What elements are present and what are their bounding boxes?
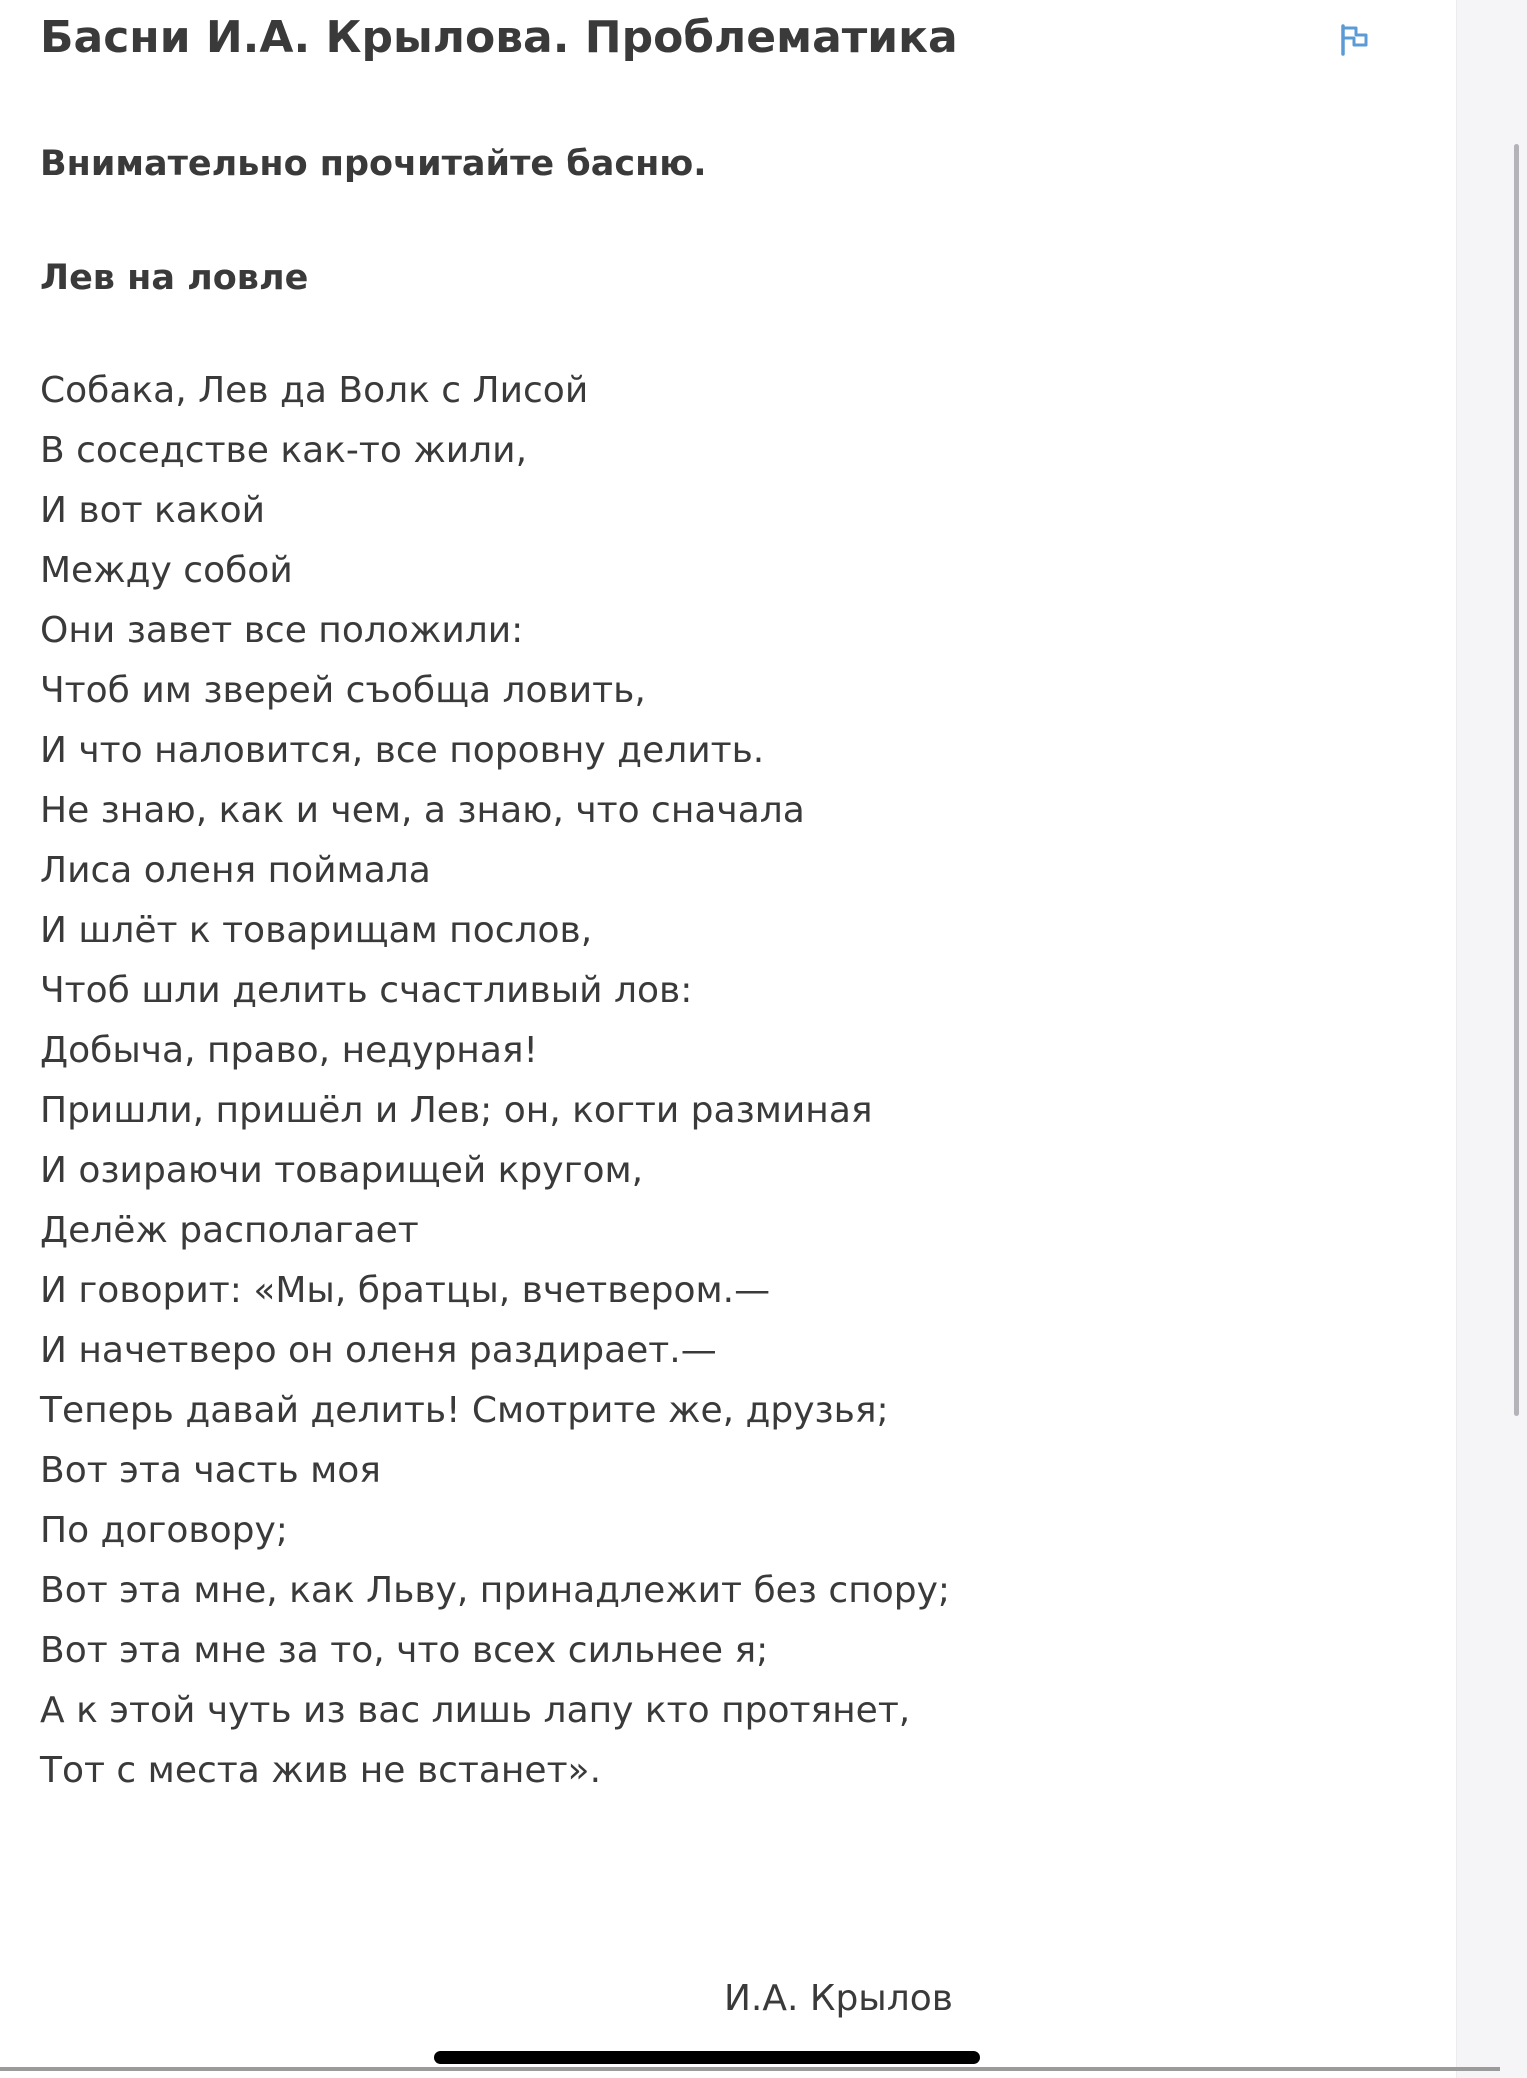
bottom-divider: [0, 2067, 1500, 2071]
poem-line: Они завет все положили:: [40, 610, 524, 651]
poem-line: И шлёт к товарищам послов,: [40, 910, 593, 951]
scrollbar-thumb[interactable]: [1514, 144, 1519, 1416]
fable-text: [40, 361, 950, 1801]
poem-line: Чтоб им зверей съобща ловить,: [40, 670, 646, 711]
poem-line: И говорит: «Мы, братцы, вчетвером.—: [40, 1270, 771, 1311]
home-indicator[interactable]: [434, 2051, 980, 2064]
poem-line: И озираючи товарищей кругом,: [40, 1150, 644, 1191]
poem-line: Лиса оленя поймала: [40, 850, 431, 891]
poem-line: И вот какой: [40, 490, 265, 531]
fable-author: И.А. Крылов: [724, 1978, 953, 2019]
task-instruction: Внимательно прочитайте басню.: [40, 144, 707, 184]
poem-line: В соседстве как-то жили,: [40, 430, 528, 471]
poem-line: Пришли, пришёл и Лев; он, когти разминая: [40, 1090, 873, 1131]
poem-line: По договору;: [40, 1510, 288, 1551]
report-flag-button[interactable]: [1334, 20, 1374, 60]
poem-line: Собака, Лев да Волк с Лисой: [40, 370, 589, 411]
flag-icon: [1337, 23, 1371, 57]
poem-line: Вот эта часть моя: [40, 1450, 381, 1491]
poem-line: Вот эта мне за то, что всех сильнее я;: [40, 1630, 769, 1671]
poem-line: Тот с места жив не встанет».: [40, 1750, 602, 1791]
poem-line: Вот эта мне, как Льву, принадлежит без спору;: [40, 1570, 951, 1611]
poem-line: И начетверо он оленя раздирает.—: [40, 1330, 717, 1371]
poem-line: Чтоб шли делить счастливый лов:: [40, 970, 693, 1011]
poem-line: А к этой чуть из вас лишь лапу кто протянет,: [40, 1690, 911, 1731]
poem-line: Теперь давай делить! Смотрите же, друзья;: [40, 1390, 889, 1431]
poem-line: И что наловится, все поровну делить.: [40, 730, 765, 771]
page-title: Басни И.А. Крылова. Проблематика: [40, 12, 958, 63]
poem-line: Между собой: [40, 550, 293, 591]
fable-title: Лев на ловле: [40, 258, 309, 298]
poem-line: Не знаю, как и чем, а знаю, что сначала: [40, 790, 805, 831]
poem-line: Добыча, право, недурная!: [40, 1030, 538, 1071]
poem-line: Делёж располагает: [40, 1210, 419, 1251]
